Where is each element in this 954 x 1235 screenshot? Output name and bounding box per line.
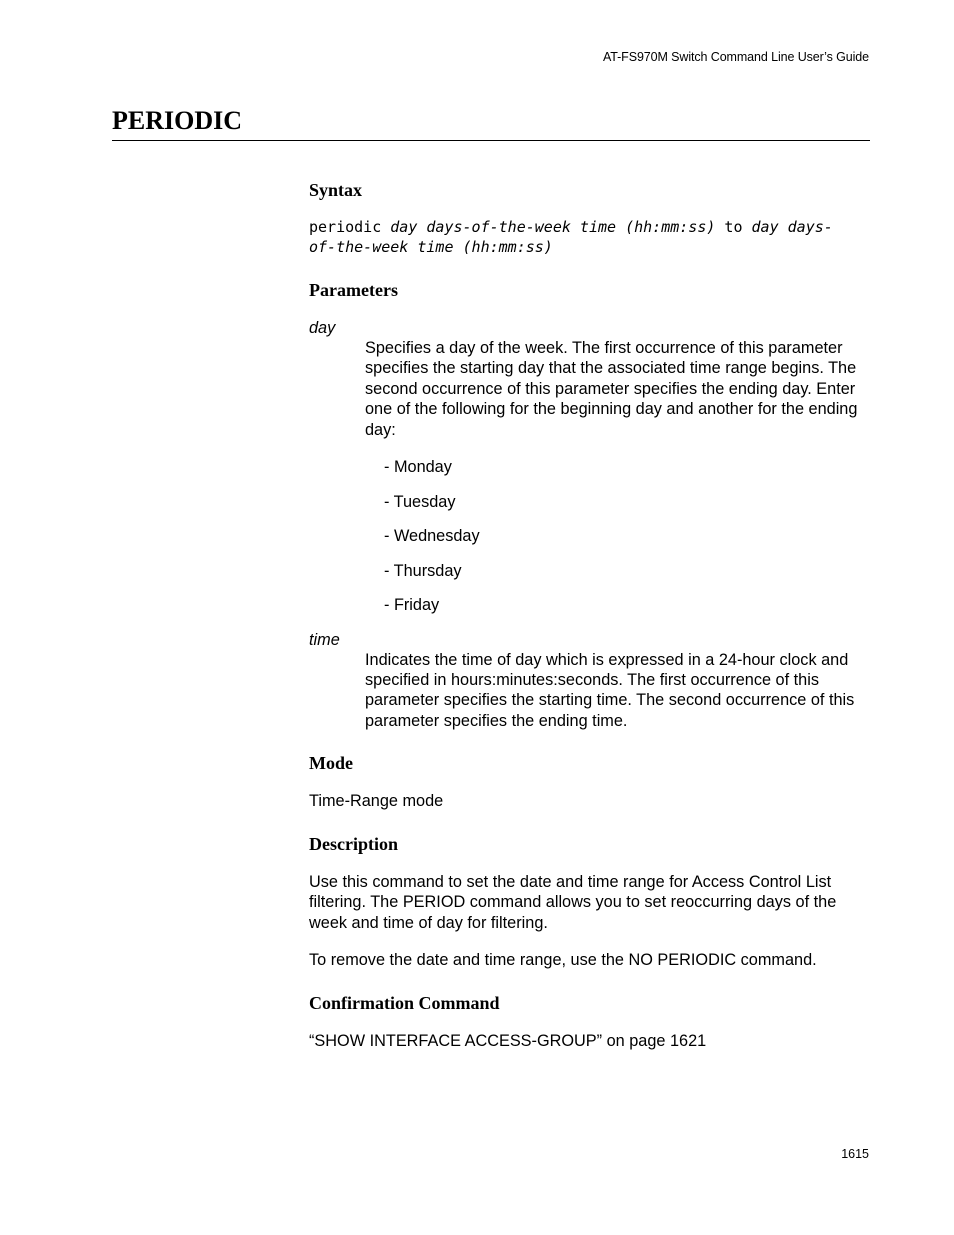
description-heading: Description [309, 833, 398, 854]
description-paragraph-2: To remove the date and time range, use the NO PERIODIC command. [309, 951, 817, 970]
param-time-description: Indicates the time of day which is expressed in a 24-hour clock and specified in hours:minutes:seconds. The first occurrence of this parameter specifies the starting time. The second occurrence of this parameter specifies the ending time. [365, 650, 855, 730]
param-day-description: Specifies a day of the week. The first occurrence of this parameter specifies the starting day that the associated time range begins. The second occurrence of this parameter specifies the ending day. Enter one of the following for the beginning day and another for the ending day: [365, 339, 858, 439]
syntax-block [309, 218, 874, 257]
syntax-to: to [715, 218, 752, 236]
param-day-name: day [309, 319, 336, 337]
main-content [309, 180, 874, 1051]
mode-text: Time-Range mode [309, 792, 444, 811]
mode-heading: Mode [309, 753, 353, 774]
list-item: - Thursday [384, 561, 462, 580]
running-header: AT-FS970M Switch Command Line User’s Guide [602, 50, 869, 64]
list-item: - Wednesday [384, 527, 480, 546]
confirmation-heading: Confirmation Command [309, 992, 500, 1013]
page-title: PERIODIC [112, 106, 243, 135]
parameters-heading: Parameters [309, 280, 398, 300]
syntax-heading: Syntax [309, 180, 363, 200]
param-time-name: time [309, 630, 340, 649]
syntax-line-2: of-the-week time (hh:mm:ss) [309, 237, 553, 256]
list-item: - Tuesday [384, 492, 456, 511]
confirmation-command-link[interactable]: “SHOW INTERFACE ACCESS-GROUP” on page 1621 [309, 1031, 707, 1050]
syntax-line-1 [309, 218, 874, 238]
page-number: 1615 [841, 1147, 869, 1161]
description-paragraph-1: Use this command to set the date and time range for Access Control List filtering. The PERIOD command allows you to set reoccurring days of the week and time of day for filtering. [309, 872, 837, 932]
day-options-list [309, 457, 874, 630]
title-divider [112, 140, 870, 141]
list-item: - Friday [384, 596, 440, 615]
syntax-args-tail: day days- [751, 218, 833, 236]
syntax-args: day days-of-the-week time (hh:mm:ss) [390, 218, 716, 236]
list-item: - Monday [384, 458, 452, 477]
syntax-command: periodic [309, 218, 391, 236]
